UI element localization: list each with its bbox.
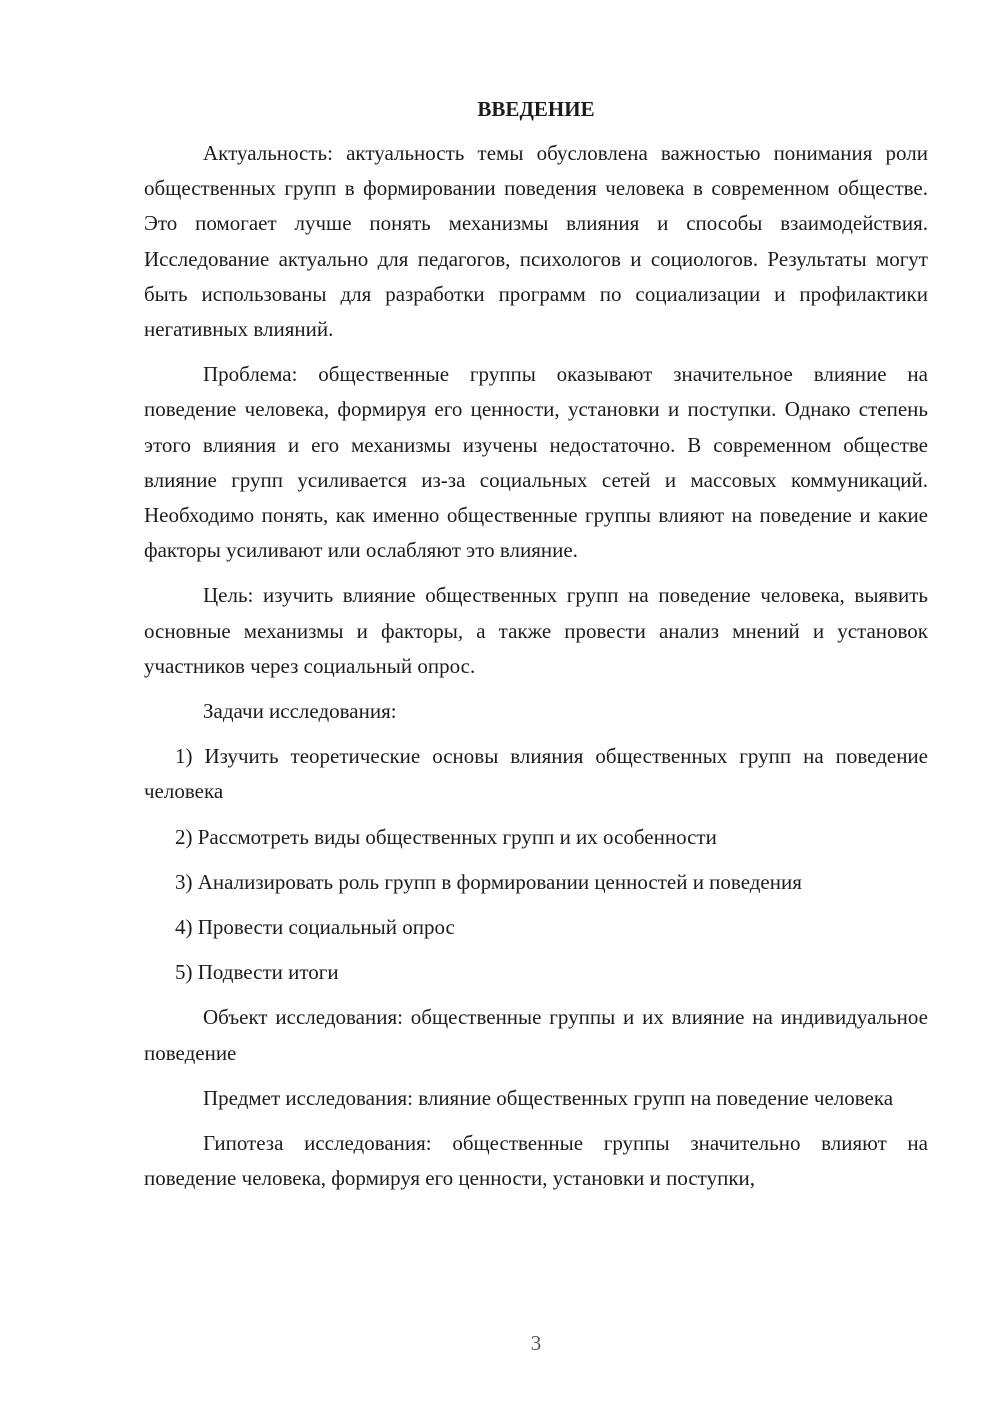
hypothesis-paragraph: Гипотеза исследования: общественные группы значительно влияют на поведение человека, формируя его ценности, установки и поступки, — [144, 1131, 928, 1191]
object-paragraph: Объект исследования: общественные группы и их влияние на индивидуальное поведение — [144, 1005, 928, 1065]
subject-paragraph: Предмет исследования: влияние общественных групп на поведение человека — [203, 1085, 894, 1110]
task-item-1: 1) Изучить теоретические основы влияния общественных групп на поведение человека — [144, 744, 928, 804]
tasks-heading: Задачи исследования: — [203, 699, 397, 724]
goal-paragraph: Цель: изучить влияние общественных групп на поведение человека, выявить основные механизмы и факторы, а также провести анализ мнений и установок участников через социальный опрос. — [144, 583, 928, 678]
task-item-4: 4) Провести социальный опрос — [175, 915, 455, 940]
task-item-5: 5) Подвести итоги — [175, 960, 339, 985]
problem-paragraph: Проблема: общественные группы оказывают значительное влияние на поведение человека, формируя его ценности, установки и поступки. Однако степень этого влияния и его механизмы изучены недостаточно. В современном обществе влияние групп усиливается из-за социальных сетей и массовых коммуникаций. Необходимо понять, как именно общественные группы влияют на поведение и какие факторы усиливают или ослабляют это влияние. — [144, 362, 928, 563]
task-item-2: 2) Рассмотреть виды общественных групп и их особенности — [175, 824, 717, 849]
page-title: ВВЕДЕНИЕ — [477, 97, 595, 121]
page-number: 3 — [530, 1331, 542, 1355]
task-item-3: 3) Анализировать роль групп в формировании ценностей и поведения — [175, 869, 802, 894]
relevance-paragraph: Актуальность: актуальность темы обусловлена важностью понимания роли общественных групп в формировании поведения человека в современном обществе. Это помогает лучше понять механизмы влияния и способы взаимодействия. Исследование актуально для педагогов, психологов и социологов. Результаты могут быть использованы для разработки программ по социализации и профилактики негативных влияний. — [144, 141, 928, 342]
document-page — [144, 92, 928, 1206]
